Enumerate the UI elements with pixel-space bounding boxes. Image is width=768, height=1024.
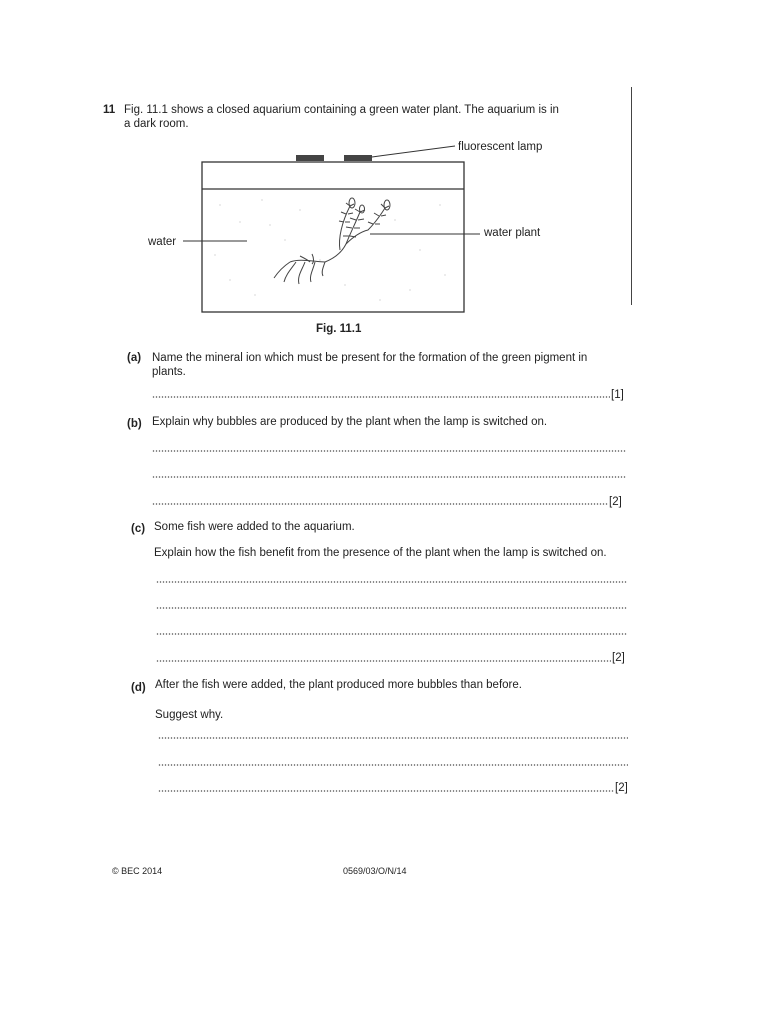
aquarium-figure [0, 0, 768, 340]
footer-copyright: © BEC 2014 [112, 866, 163, 876]
part-a-label: (a) [127, 352, 142, 364]
answer-line-a1[interactable] [152, 396, 610, 398]
part-b-mark: [2] [609, 496, 622, 508]
answer-line-c3[interactable] [156, 633, 627, 635]
lamp-segment-right [344, 155, 372, 161]
part-d-mark: [2] [615, 782, 628, 794]
part-d-label: (d) [131, 682, 146, 694]
answer-line-d1[interactable] [158, 737, 628, 739]
answer-line-c1[interactable] [156, 581, 627, 583]
part-b-text: Explain why bubbles are produced by the plant when the lamp is switched on. [152, 416, 548, 428]
question-intro-line2: a dark room. [124, 118, 189, 130]
footer-code: 0569/03/O/N/14 [343, 866, 407, 876]
answer-line-c4[interactable] [156, 660, 611, 662]
part-c-mark: [2] [612, 652, 625, 664]
label-water-plant: water plant [484, 227, 541, 239]
part-d-text2: Suggest why. [155, 709, 224, 721]
part-d-text: After the fish were added, the plant produced more bubbles than before. [155, 679, 522, 691]
lamp-segment-left [296, 155, 324, 161]
answer-line-b1[interactable] [152, 450, 626, 452]
part-a-text-line1: Name the mineral ion which must be present for the formation of the green pigment in [152, 352, 588, 364]
answer-line-d3[interactable] [158, 790, 614, 792]
question-number: 11 [103, 104, 116, 116]
question-intro-line1: Fig. 11.1 shows a closed aquarium containing a green water plant. The aquarium is in [124, 104, 559, 116]
answer-line-b2[interactable] [152, 476, 626, 478]
answer-line-c2[interactable] [156, 607, 627, 609]
part-c-text2: Explain how the fish benefit from the presence of the plant when the lamp is switched on. [154, 547, 607, 559]
aquarium-tank [202, 162, 464, 312]
part-a-mark: [1] [611, 389, 624, 401]
label-water: water [148, 236, 177, 248]
part-c-label: (c) [131, 523, 146, 535]
part-c-text: Some fish were added to the aquarium. [154, 521, 355, 533]
water-plant [274, 198, 390, 284]
part-a-text-line2: plants. [152, 366, 186, 378]
lamp-leader-line [372, 146, 455, 157]
answer-line-b3[interactable] [152, 503, 608, 505]
label-fluorescent-lamp: fluorescent lamp [458, 141, 543, 153]
figure-caption: Fig. 11.1 [316, 323, 362, 335]
answer-line-d2[interactable] [158, 764, 628, 766]
part-b-label: (b) [127, 418, 142, 430]
water-stipple [214, 199, 445, 300]
